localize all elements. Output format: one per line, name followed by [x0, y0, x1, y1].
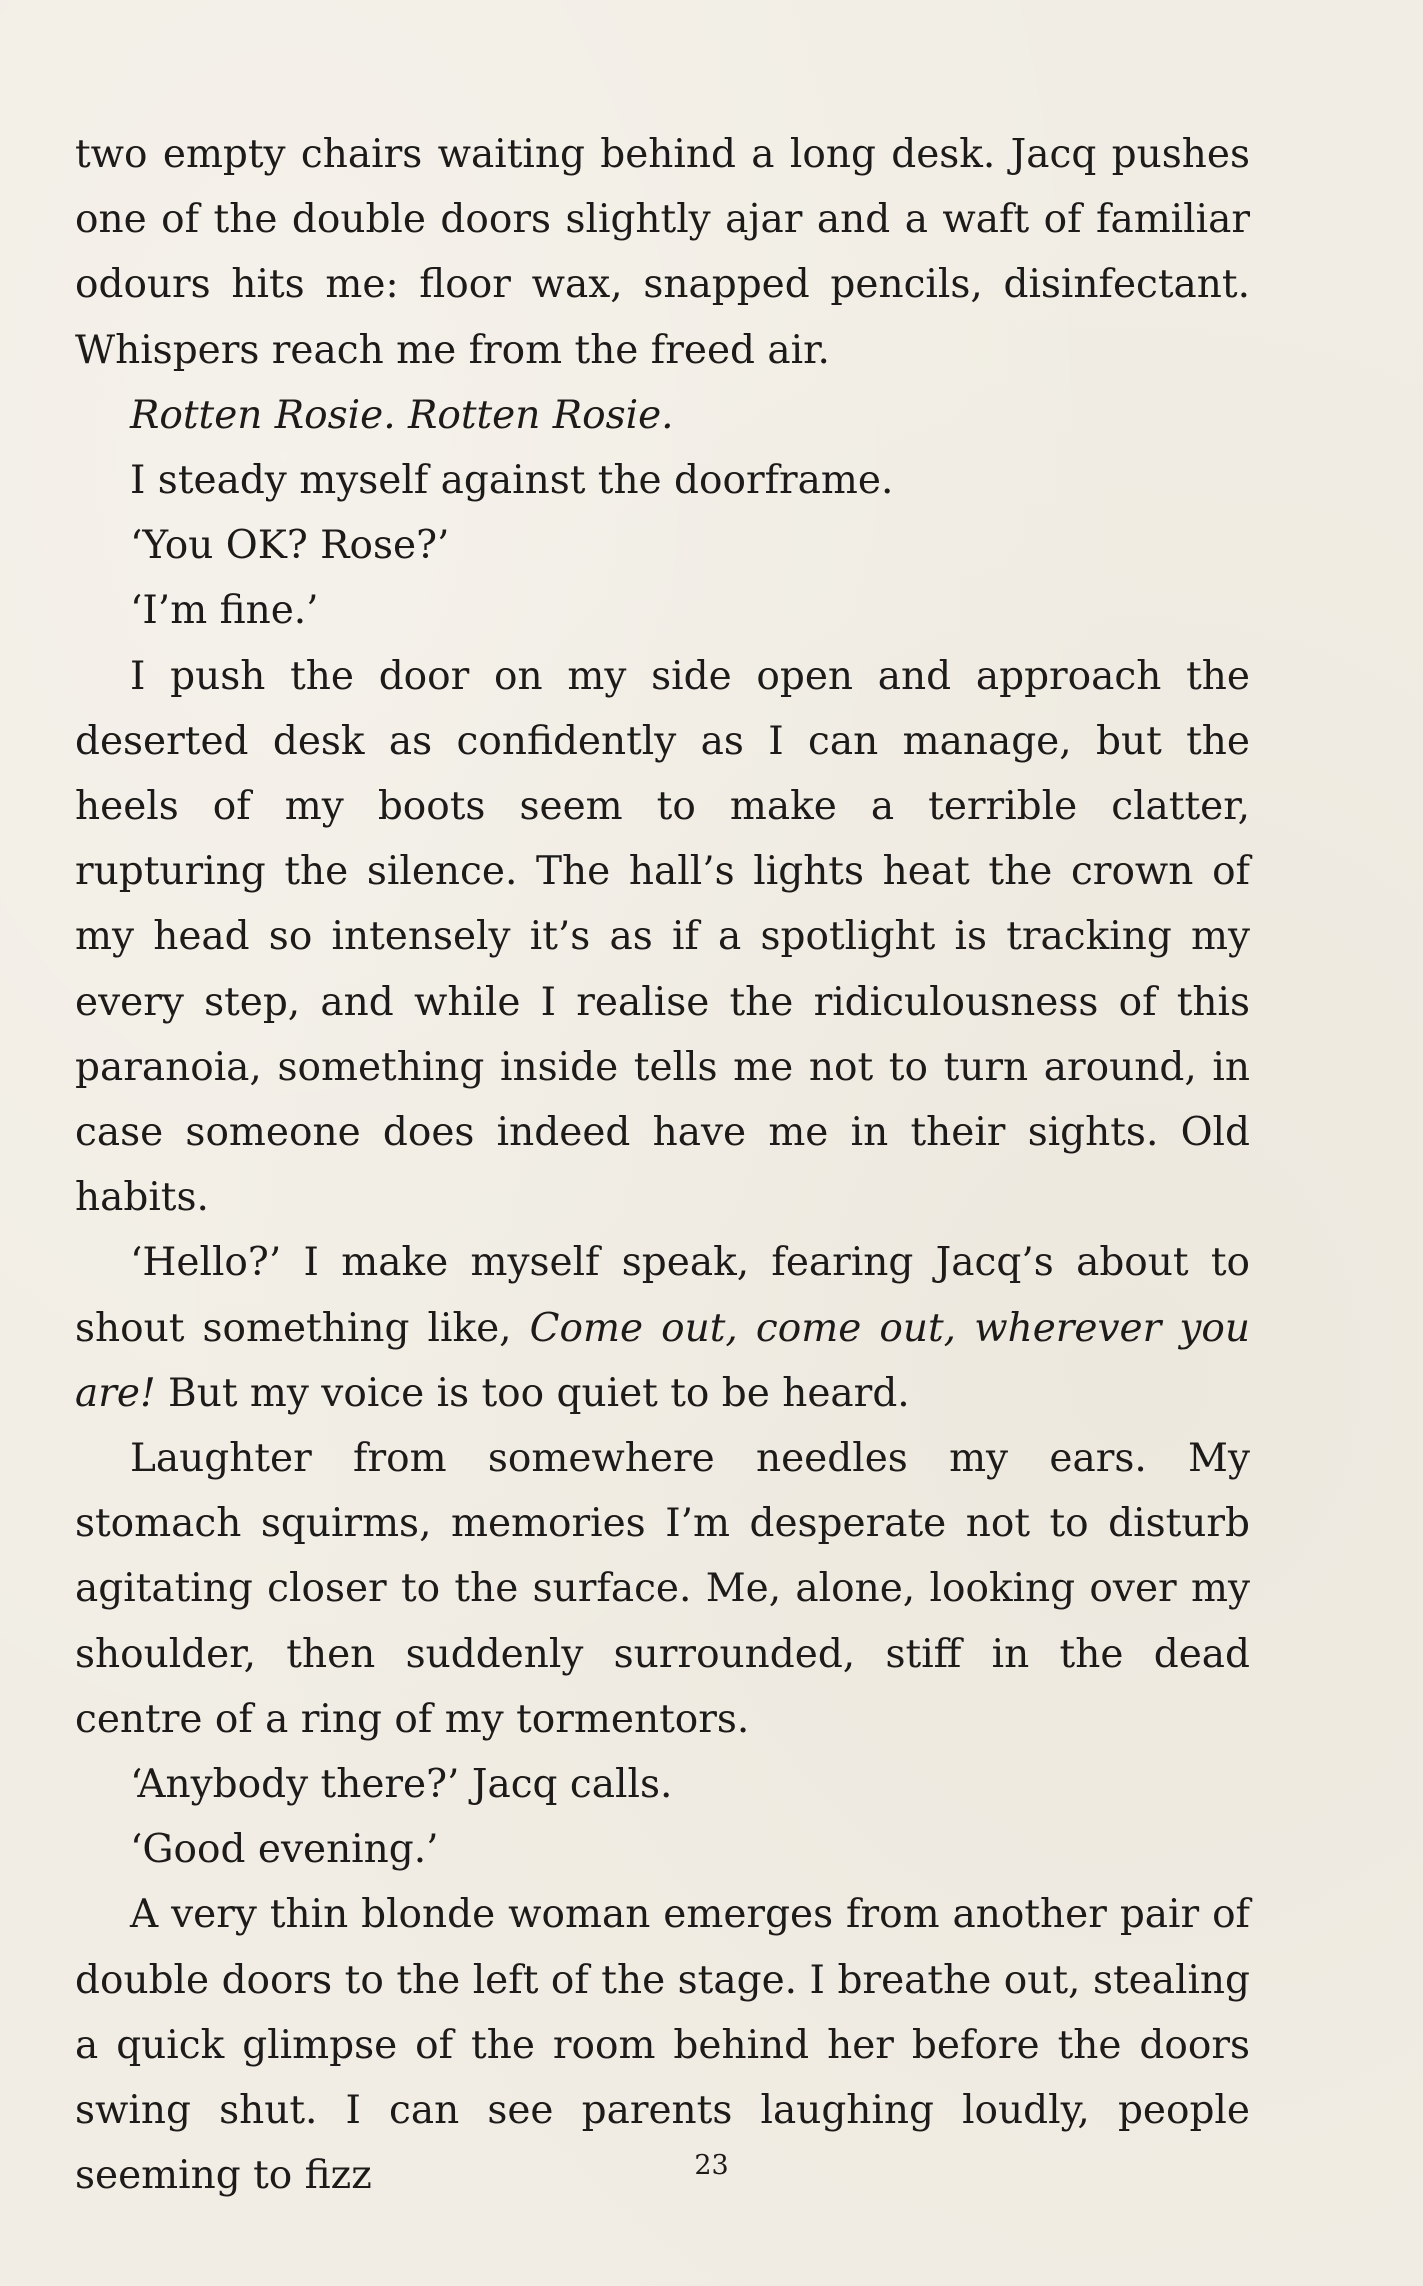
italic-text: Come out, come out, wherever you are!	[75, 1305, 1250, 1416]
text-run: A very thin blonde woman emerges from another pair of double doors to the left of the stage. I breathe out, stealing a quick glimpse of the room behind her before the doors swing shut. I can see parents laughing loudly, people seeming to fizz	[75, 1892, 1250, 2199]
paragraph	[75, 1752, 1250, 1817]
page-number: 23	[694, 2150, 729, 2181]
text-run: two empty chairs waiting behind a long desk. Jacq pushes one of the double doors slightly ajar and a waft of familiar odours hits me: floor wax, snapped pencils, disinfectant. Whispers reach me from the freed air.	[75, 132, 1250, 373]
text-run: ‘I’m fine.’	[130, 588, 319, 634]
body-text	[75, 122, 1250, 2209]
text-run: ‘You OK? Rose?’	[130, 523, 450, 569]
text-run: Laughter from somewhere needles my ears. My stomach squirms, memories I’m desperate not to disturb agitating closer to the surface. Me, alone, looking over my shoulder, then suddenly surrounded, stiff in the dead centre of a ring of my tormentors.	[75, 1436, 1250, 1742]
paragraph	[75, 1230, 1250, 1426]
paragraph	[75, 1817, 1250, 1882]
text-run: ‘Good evening.’	[130, 1827, 439, 1873]
text-run: ‘Anybody there?’ Jacq calls.	[130, 1762, 673, 1808]
paragraph	[75, 448, 1250, 513]
text-run: But my voice is too quiet to be heard.	[155, 1370, 910, 1416]
paragraph	[75, 644, 1250, 1231]
paragraph	[75, 578, 1250, 643]
paragraph	[75, 513, 1250, 578]
paragraph	[75, 122, 1250, 383]
paragraph	[75, 1426, 1250, 1752]
text-run: I push the door on my side open and approach the deserted desk as confidently as I can manage, but the heels of my boots seem to make a terrible clatter, rupturing the silence. The hall’s lights heat the crown of my head so intensely it’s as if a spotlight is tracking my every step, and while I realise the ridiculousness of this paranoia, something inside tells me not to turn around, in case someone does indeed have me in their sights. Old habits.	[75, 653, 1250, 1221]
paragraph	[75, 383, 1250, 448]
text-run: ‘Hello?’ I make myself speak, fearing Jacq’s about to shout something like,	[75, 1240, 1250, 1351]
text-run: I steady myself against the doorframe.	[130, 458, 894, 504]
italic-text: Rotten Rosie. Rotten Rosie.	[130, 392, 674, 438]
